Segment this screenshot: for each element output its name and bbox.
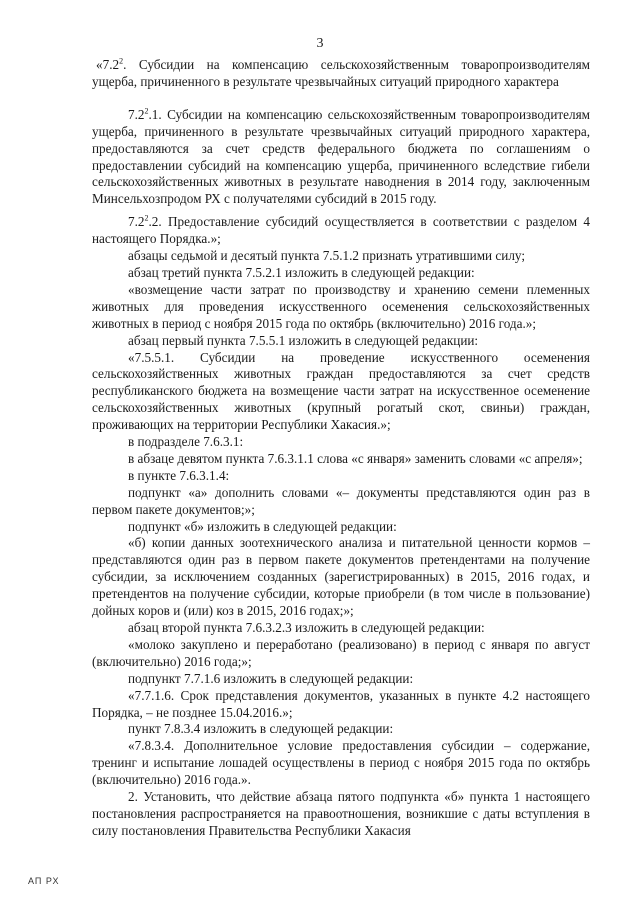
paragraph: абзац третий пункта 7.5.2.1 изложить в следующей редакции: — [128, 264, 475, 280]
paragraph-superscript: 2 — [144, 106, 149, 116]
paragraph: в пункте 7.6.3.1.4: — [128, 467, 230, 483]
heading-text: . Субсидии на компенсацию сельскохозяйственным товаропроизводителям ущерба, причиненного в результате чрезвычайных ситуаций природного характера — [92, 57, 590, 89]
paragraph: абзац второй пункта 7.6.3.2.3 изложить в следующей редакции: — [128, 620, 485, 635]
paragraph: в абзаце девятом пункта 7.6.3.1.1 слова «с января» заменить словами «с апреля»; — [128, 450, 583, 466]
paragraph-text: .1. Субсидии на компенсацию сельскохозяйственным товаропроизводителям ущерба, причиненного в результате чрезвычайных ситуаций природного характера, предоставляются за счет средств федерального бюджета по соглашениям о предоставлении субсидий на компенсацию ущерба, причиненного вследствие гибели сельскохозяйственных животных в результате наводнения в 2014 году, заключенным Минсельхозпродом РХ с получателями субсидий в 2015 году. — [92, 106, 590, 207]
paragraph: абзацы седьмой и десятый пункта 7.5.1.2 признать утратившими силу; — [128, 248, 525, 264]
page-number: 3 — [316, 36, 324, 51]
footer-mark: АП РХ — [28, 876, 60, 886]
paragraph: пункт 7.8.3.4 изложить в следующей редакции: — [128, 721, 394, 737]
paragraph-7-2-2-1 — [92, 107, 590, 208]
paragraph: подпункт 7.7.1.6 изложить в следующей редакции: — [128, 670, 414, 686]
paragraph-superscript: 2 — [144, 213, 149, 223]
paragraph: «7.8.3.4. Дополнительное условие предоставления субсидии – содержание, тренинг и испытание лошадей осуществлены в период с ноября 2015 года по октябрь (включительно) 2016 года.». — [92, 738, 590, 788]
heading-prefix: «7.2 — [96, 57, 120, 72]
heading-superscript: 2 — [119, 56, 124, 66]
document-body — [92, 57, 590, 840]
paragraph: подпункт «а» дополнить словами «– документы представляются один раз в первом пакете документов;»; — [92, 484, 590, 517]
paragraph-prefix: 7.2 — [128, 106, 145, 122]
paragraph-text: .2. Предоставление субсидий осуществляется в соответствии с разделом 4 настоящего Порядка.»; — [92, 214, 590, 247]
paragraph: абзац первый пункта 7.5.5.1 изложить в следующей редакции: — [128, 332, 479, 348]
section-heading-7-2-2 — [92, 57, 590, 91]
paragraph: «молоко закуплено и переработано (реализовано) в период с января по август (включительно) 2016 года;»; — [92, 636, 590, 669]
paragraph: «7.5.5.1. Субсидии на проведение искусственного осеменения сельскохозяйственных животных граждан предоставляются за счет средств республиканского бюджета на возмещение части затрат на искусственное осеменение сельскохозяйственных животных (крупный рогатый скот, свиньи) граждан, проживающих на территории Республики Хакасия.»; — [92, 349, 590, 433]
paragraph: «7.7.1.6. Срок представления документов, указанных в пункте 4.2 настоящего Порядка, – не позднее 15.04.2016.»; — [92, 687, 590, 720]
paragraph-7-2-2-2 — [92, 214, 590, 248]
paragraph: «б) копии данных зоотехнического анализа и питательной ценности кормов – представляются один раз в первом пакете документов претендентами на получение субсидии, за исключением созданных (зарегистрированных) в 2015, 2016 годах, и претендентов на получение субсидии, которые приобрели (в том числе в пользование) дойных коров и (или) коз в 2015, 2016 годах;»; — [92, 535, 590, 619]
paragraph: 2. Установить, что действие абзаца пятого подпункта «б» пункта 1 настоящего постановления распространяется на правоотношения, возникшие с даты вступления в силу постановления Правительства Республики Хакасия — [92, 789, 590, 838]
paragraph-prefix: 7.2 — [128, 214, 145, 230]
paragraph: «возмещение части затрат по производству и хранению семени племенных животных для проведения искусственного осеменения сельскохозяйственных животных в период с ноября 2015 года по октябрь (включительно) 2016 года.»; — [92, 281, 590, 331]
paragraph: в подразделе 7.6.3.1: — [128, 434, 244, 450]
paragraph: подпункт «б» изложить в следующей редакции: — [128, 518, 397, 534]
